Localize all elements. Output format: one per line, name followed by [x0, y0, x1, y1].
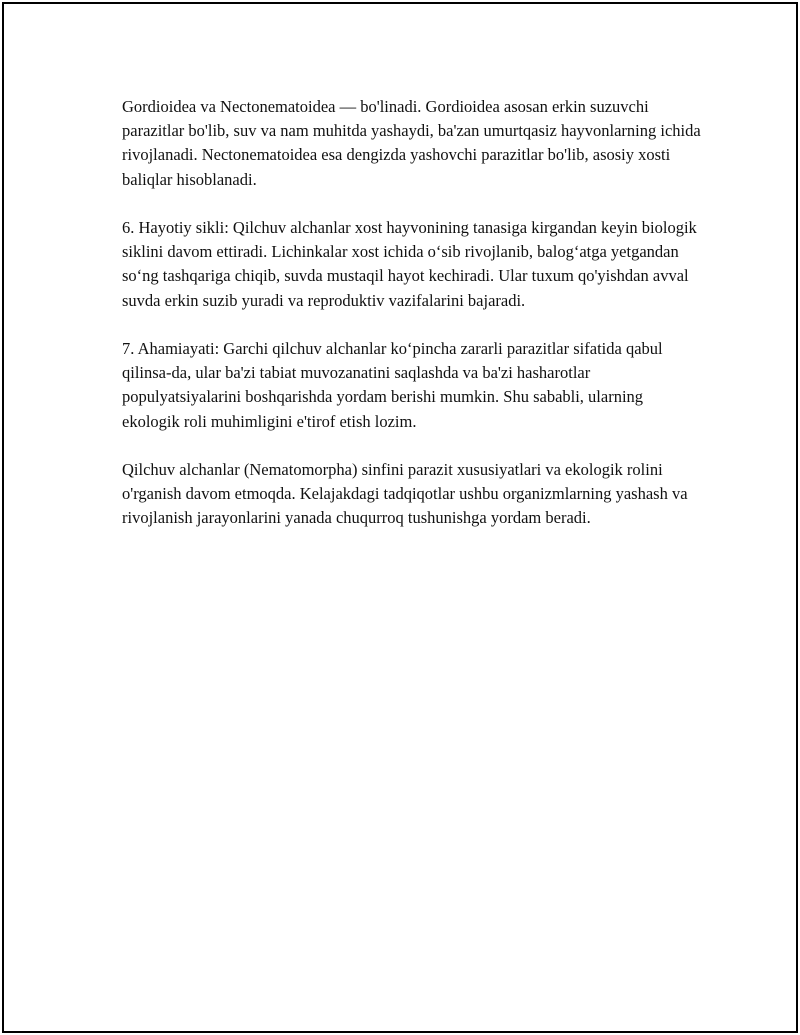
paragraph-classification: Gordioidea va Nectonematoidea — bo'linadi. Gordioidea asosan erkin suzuvchi parazitlar bo'lib, suv va nam muhitda yashaydi, ba'zan umurtqasiz hayvonlarning ichida rivojlanadi. Nectonematoidea esa dengizda yashovchi parazitlar bo'lib, asosiy xosti baliqlar hisoblanadi. — [122, 97, 701, 189]
paragraph-conclusion: Qilchuv alchanlar (Nematomorpha) sinfini parazit xususiyatlari va ekologik rolini o'rganish davom etmoqda. Kelajakdagi tadqiqotlar ushbu organizmlarning yashash va rivojlanish jarayonlarini yanada chuqurroq tushunishga yordam beradi. — [122, 460, 688, 528]
paragraph-life-cycle: 6. Hayotiy sikli: Qilchuv alchanlar xost hayvonining tanasiga kirgandan keyin biologik siklini davom ettiradi. Lichinkalar xost ichida oʻsib rivojlanib, balogʻatga yetgandan soʻng tashqariga chiqib, suvda mustaqil hayot kechiradi. Ular tuxum qo'yishdan avval suvda erkin suzib yuradi va reproduktiv vazifalarini bajaradi. — [122, 218, 697, 310]
paragraph-significance: 7. Ahamiayati: Garchi qilchuv alchanlar koʻpincha zararli parazitlar sifatida qabul qilinsa-da, ular ba'zi tabiat muvozanatini saqlashda va ba'zi hasharotlar populyatsiyalarini boshqarishda yordam berishi mumkin. Shu sababli, ularning ekologik roli muhimligini e'tirof etish lozim. — [122, 339, 663, 431]
page-frame — [2, 2, 798, 1033]
document-body — [122, 95, 702, 555]
